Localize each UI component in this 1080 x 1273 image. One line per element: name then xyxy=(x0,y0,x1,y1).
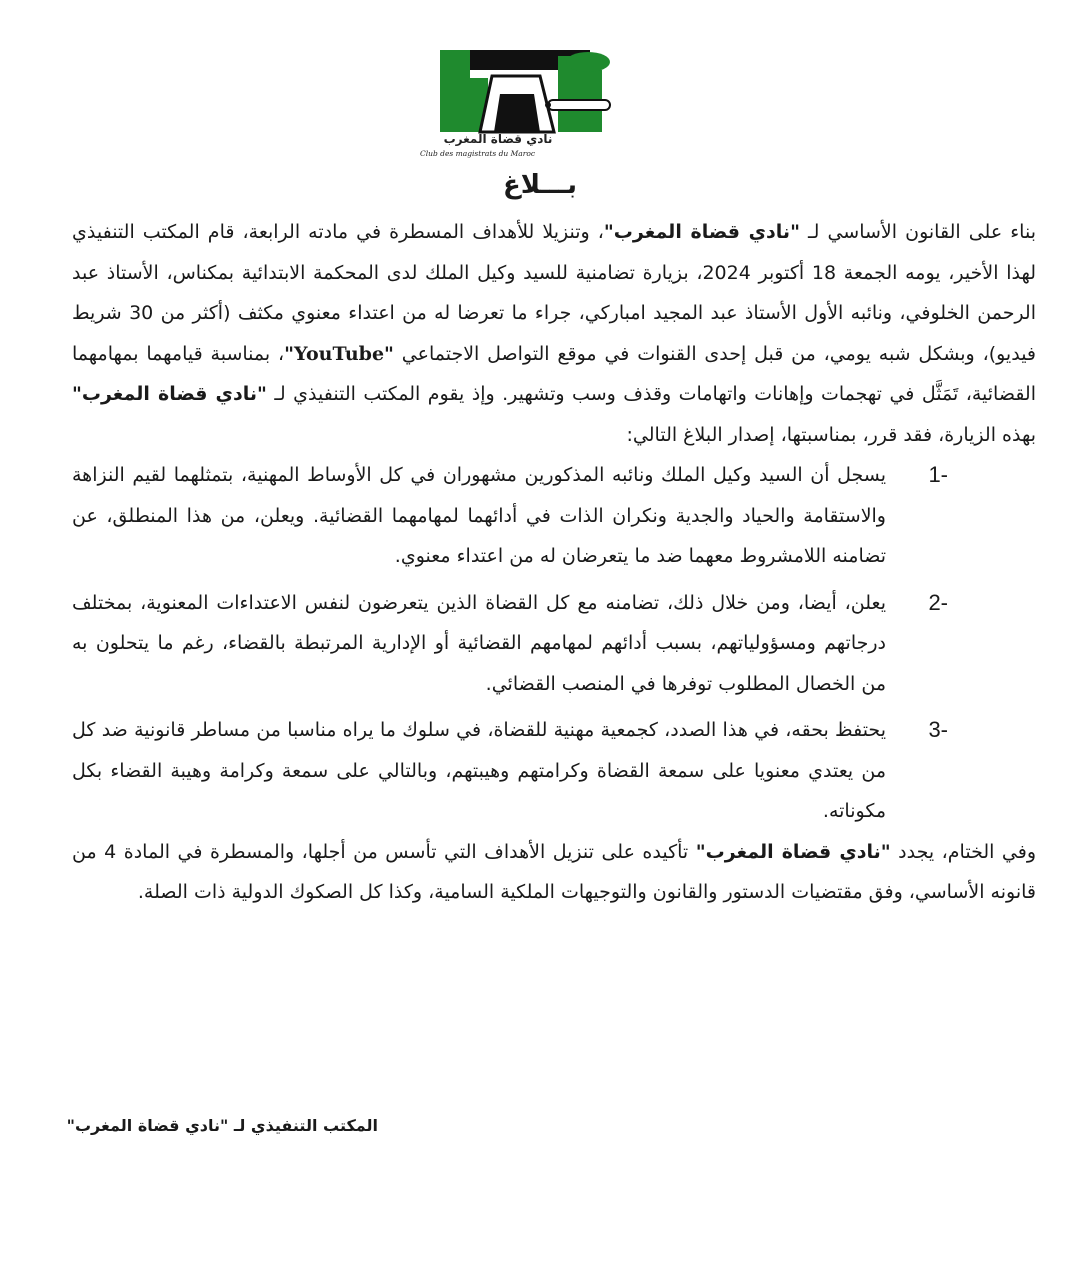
signature: المكتب التنفيذي لـ "نادي قضاة المغرب" xyxy=(66,1116,378,1135)
club-name: "نادي قضاة المغرب" xyxy=(72,383,267,405)
closing-paragraph xyxy=(72,832,1036,913)
intro-text-3: ، بمناسبة قيامهما بمهامهما القضائية، تَمَثَّل في تهجمات وإهانات واتهامات وقذف وسب وتشهير. وإذ يقوم المكتب التنفيذي لـ xyxy=(72,342,1036,405)
logo-name-fr: Club des magistrats du Maroc xyxy=(420,149,536,158)
club-emblem-icon xyxy=(430,42,640,138)
item-number: 1- xyxy=(928,462,948,487)
closing-text-2: تأكيده على تنزيل الأهداف التي تأسس من أجلها، والمسطرة في المادة 4 من قانونه الأساسي، وفق مقتضيات الدستور والقانون والتوجيهات الملكية السامية، وكذا كل الصكوك الدولية ذات الصلة. xyxy=(72,840,1036,903)
club-name: "نادي قضاة المغرب" xyxy=(695,840,891,863)
intro-paragraph xyxy=(72,212,1036,455)
logo-name-ar: نادي قضاة المغرب xyxy=(443,132,553,146)
list-item xyxy=(72,455,1036,577)
intro-text-4: بهذه الزيارة، فقد قرر، بمناسبتها، إصدار البلاغ التالي: xyxy=(626,423,1036,446)
platform-name: "YouTube" xyxy=(284,342,394,365)
list-item xyxy=(72,583,1036,705)
item-text: يعلن، أيضا، ومن خلال ذلك، تضامنه مع كل القضاة الذين يتعرضون لنفس الاعتداءات المعنوية، بمختلف درجاتهم ومسؤولياتهم، بسبب أدائهم لمهامهم القضائية أو الإدارية المرتبطة بالقضاء، رغم ما يتحلون به من الخصال المطلوب توفرها في المنصب القضائي. xyxy=(72,591,886,695)
item-number: 3- xyxy=(928,717,948,742)
intro-text-2: ، وتنزيلا للأهداف المسطرة في مادته الرابعة، قام المكتب التنفيذي لهذا الأخير، يومه الجمعة 18 أكتوبر 2024، بزيارة تضامنية للسيد وكيل الملك لدى المحكمة الابتدائية بمكناس، الأستاذ عبد الرحمن الخلوفي، ونائبه الأول الأستاذ عبد المجيد امباركي، جراء ما تعرضا له من اعتداء معنوي مكثف (أكثر من 30 شريط فيديو)، وبشكل شبه يومي، من قبل إحدى القنوات في موقع التواصل الاجتماعي xyxy=(72,221,1037,365)
intro-text-1: بناء على القانون الأساسي لـ xyxy=(799,221,1036,243)
statement-items xyxy=(72,455,1036,832)
statement-title: بـــلاغ xyxy=(503,170,577,200)
statement-body xyxy=(72,212,1036,913)
item-text: يحتفظ بحقه، في هذا الصدد، كجمعية مهنية للقضاة، في سلوك ما يراه مناسبا من مساطر قانونية ضد كل من يعتدي معنويا على سمعة القضاة وكرامتهم وهيبتهم، وبالتالي على سمعة وكرامة وهيبة القضاء بكل مكوناته. xyxy=(72,719,886,822)
item-text: يسجل أن السيد وكيل الملك ونائبه المذكورين مشهوران في كل الأوساط المهنية، بتمثلهما لقيم النزاهة والاستقامة والحياد والجدية ونكران الذات في أدائهما لمهامهما القضائية. ويعلن، من هذا المنطلق، عن تضامنه اللامشروط معهما ضد ما يتعرضان له من اعتداء معنوي. xyxy=(72,464,886,567)
closing-text-1: وفي الختام، يجدد xyxy=(890,840,1037,863)
item-number: 2- xyxy=(928,589,948,615)
list-item xyxy=(72,710,1036,832)
club-name: "نادي قضاة المغرب" xyxy=(603,221,800,243)
